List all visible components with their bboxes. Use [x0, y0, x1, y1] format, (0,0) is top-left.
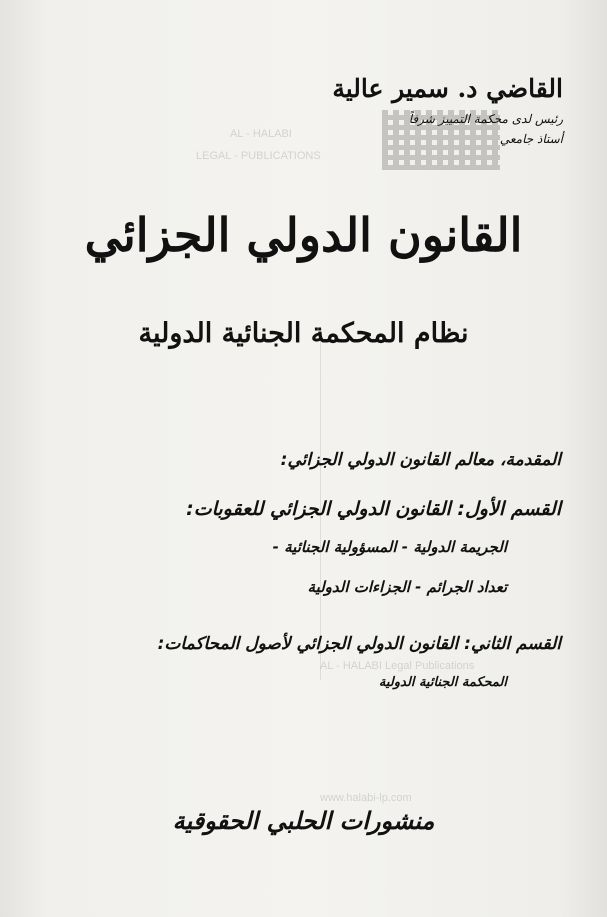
book-subtitle: نظام المحكمة الجنائية الدولية	[138, 318, 469, 349]
bleed-through-text: www.halabi-lp.com	[320, 792, 412, 804]
contents-part-two: القسم الثاني: القانون الدولي الجزائي لأصول المحاكمات:	[157, 634, 561, 654]
author-name: القاضي د. سمير عالية	[332, 74, 563, 103]
bleed-through-text: AL - HALABI Legal Publications	[320, 660, 475, 672]
contents-part-one-topics: الجريمة الدولية - المسؤولية الجنائية -	[272, 538, 507, 556]
author-role: رئيس لدى محكمة التمييز شرفاً	[408, 112, 563, 126]
contents-part-one-topics: تعداد الجرائم - الجزاءات الدولية	[307, 578, 507, 596]
book-title: القانون الدولي الجزائي	[84, 208, 523, 262]
bleed-through-text: AL - HALABI	[230, 128, 292, 140]
contents-intro: المقدمة، معالم القانون الدولي الجزائي:	[280, 450, 561, 470]
publisher-name: منشورات الحلبي الحقوقية	[172, 806, 435, 835]
bleed-through-text: LEGAL - PUBLICATIONS	[196, 150, 321, 162]
author-title: أستاذ جامعي	[499, 132, 563, 146]
contents-part-two-topics: المحكمة الجنائية الدولية	[378, 675, 507, 690]
contents-part-one: القسم الأول: القانون الدولي الجزائي للعقوبات:	[186, 498, 561, 520]
